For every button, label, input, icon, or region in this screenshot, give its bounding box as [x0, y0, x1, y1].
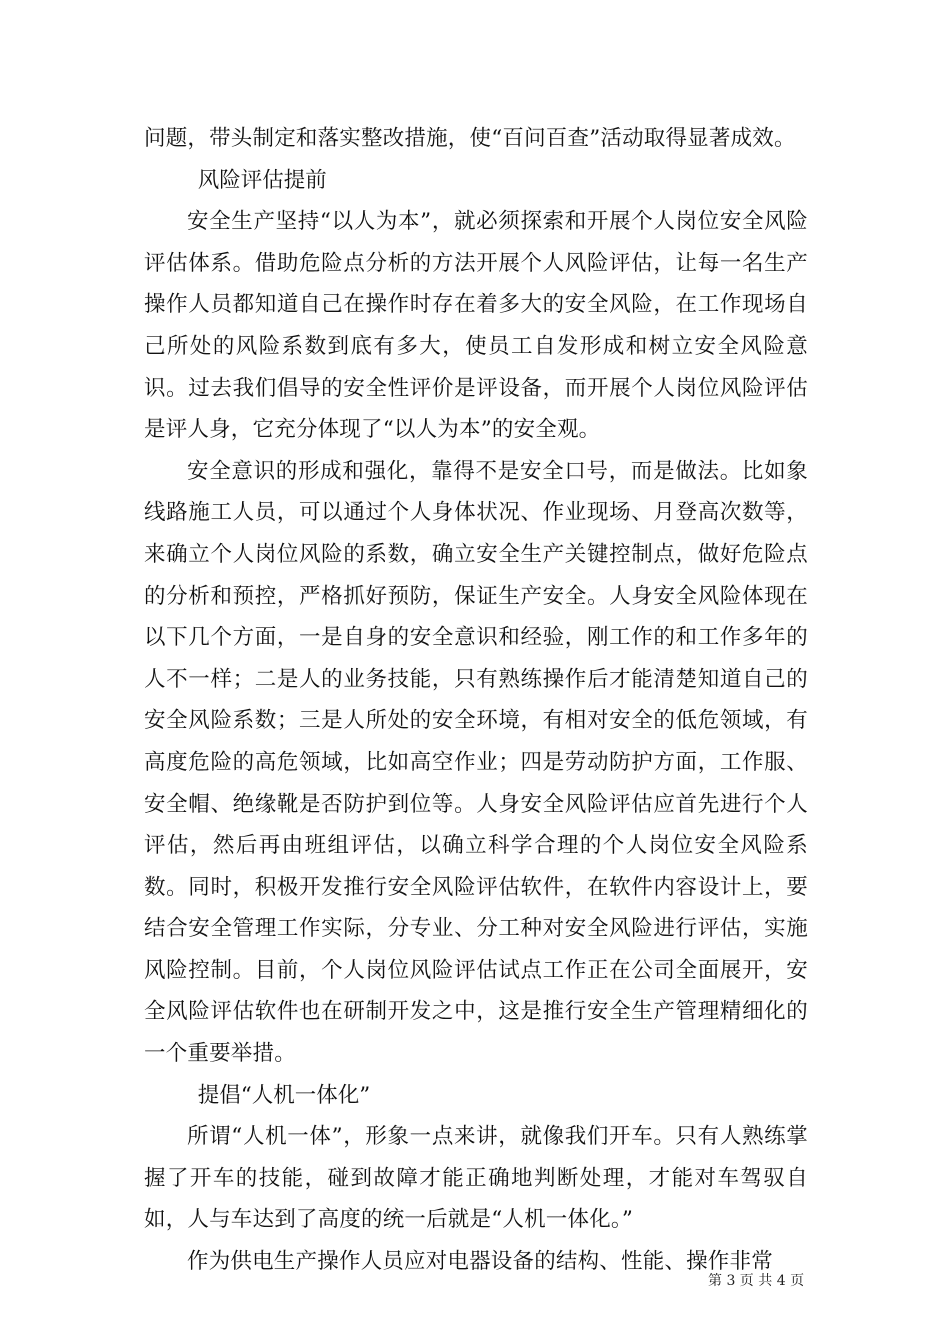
page-number-footer: 第 3 页 共 4 页 [708, 1273, 805, 1289]
section-heading-man-machine: 提倡“人机一体化” [197, 1082, 371, 1108]
paragraph-risk-assessment-intro: 安全生产坚持“以人为本”，就必须探索和开展个人岗位安全风险评估体系。借助危险点分析的方法开展个人风险评估，让每一名生产操作人员都知道自己在操作时存在着多大的安全风险，在工作现场自己所处的风险系数到底有多大，使员工自发形成和树立安全风险意识。过去我们倡导的安全性评价是评设备，而开展个人岗位风险评估是评人身，它充分体现了“以人为本”的安全观。 [144, 209, 808, 443]
paragraph-operators: 作为供电生产操作人员应对电器设备的结构、性能、操作非常 [187, 1249, 773, 1275]
paragraph-continuation: 问题，带头制定和落实整改措施，使“百问百查”活动取得显著成效。 [144, 126, 796, 151]
paragraph-safety-awareness: 安全意识的形成和强化，靠得不是安全口号，而是做法。比如象线路施工人员，可以通过个人身体状况、作业现场、月登高次数等，来确立个人岗位风险的系数，确立安全生产关键控制点，做好危险点的分析和预控，严格抓好预防，保证生产安全。人身安全风险体现在以下几个方面，一是自身的安全意识和经验，刚工作的和工作多年的人不一样；二是人的业务技能，只有熟练操作后才能清楚知道自己的安全风险系数；三是人所处的安全环境，有相对安全的低危领域，有高度危险的高危领域，比如高空作业；四是劳动防护方面，工作服、安全帽、绝缘靴是否防护到位等。人身安全风险评估应首先进行个人评估，然后再由班组评估，以确立科学合理的个人岗位安全风险系数。同时，积极开发推行安全风险评估软件，在软件内容设计上，要结合安全管理工作实际，分专业、分工种对安全风险进行评估，实施风险控制。目前，个人岗位风险评估试点工作正在公司全面展开，安全风险评估软件也在研制开发之中，这是推行安全生产管理精细化的一个重要举措。 [144, 458, 808, 1067]
document-body [144, 118, 808, 1283]
section-heading-risk-assessment: 风险评估提前 [197, 167, 327, 193]
paragraph-man-machine-definition: 所谓“人机一体”，形象一点来讲，就像我们开车。只有人熟练掌握了开车的技能，碰到故障才能正确地判断处理，才能对车驾驭自如，人与车达到了高度的统一后就是“人机一体化。” [144, 1124, 808, 1233]
